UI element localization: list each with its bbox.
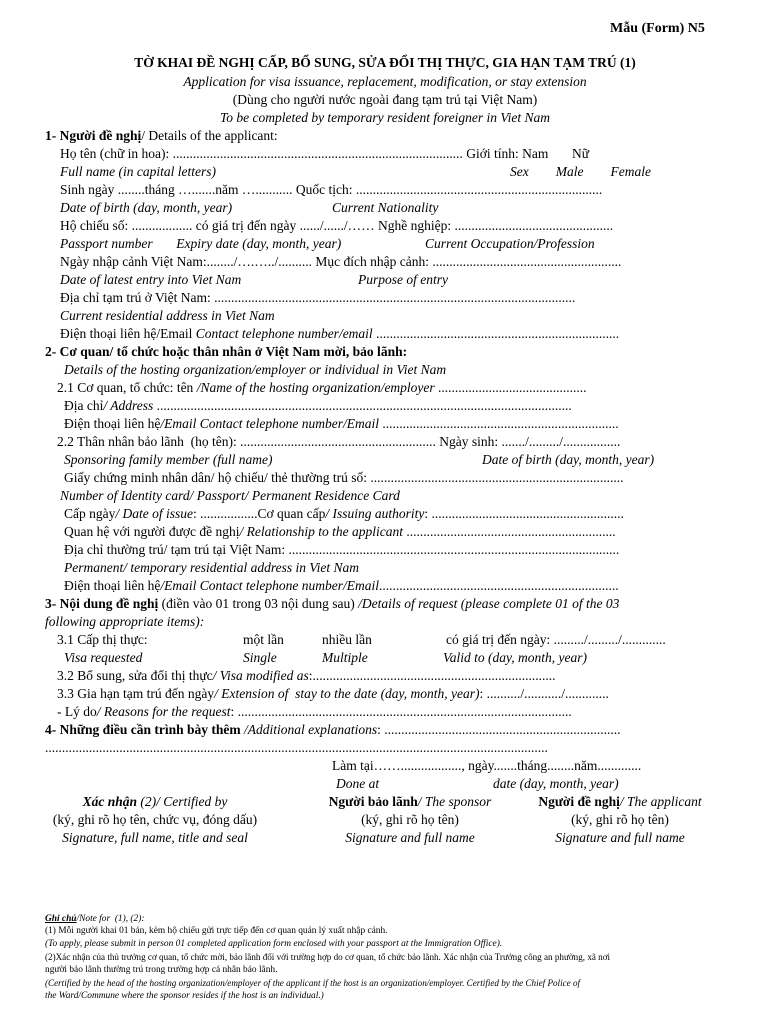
- note-1: (1) Mỗi người khai 01 bản, kèm hộ chiếu gửi trực tiếp đến cơ quan quản lý xuất nhập cảnh.: [45, 926, 388, 936]
- note-2b: người bảo lãnh thường trú trong trường hợp cá nhân bảo lãnh.: [45, 965, 278, 975]
- form-code: Mẫu (Form) N5: [610, 21, 705, 36]
- family-name-field[interactable]: 2.2 Thân nhân bảo lãnh (họ tên): .......................................................... Ngày sinh: ......./........./.................: [57, 434, 621, 449]
- nationality-label-en: Current Nationality: [332, 200, 439, 215]
- address-field[interactable]: Địa chỉ tạm trú ở Việt Nam: ...........................................................................................................: [60, 290, 576, 305]
- id-number-field[interactable]: Giấy chứng minh nhân dân/ hộ chiếu/ thẻ thường trú số: ...........................................................................: [64, 470, 624, 485]
- certified-by-sub: (ký, ghi rõ họ tên, chức vụ, đóng dấu): [52, 812, 258, 827]
- passport-label-en: Passport number Expiry date (day, month, year): [60, 236, 342, 251]
- entry-field[interactable]: Ngày nhập cảnh Việt Nam:......../….…../.......... Mục đích nhập cảnh: ........................................................: [60, 254, 622, 269]
- name-field[interactable]: Họ tên (chữ in hoa): ...................................................................................... Giới tính: Nam Nữ: [60, 146, 590, 161]
- note-2-en-a: (Certified by the head of the hosting organization/employer of the applicant if the host is an organization/employer. Certified by the Chief Police of: [45, 978, 581, 988]
- family-dob-label-en: Date of birth (day, month, year): [482, 452, 655, 467]
- form-subtitle: (Dùng cho người nước ngoài đang tạm trú tại Việt Nam): [232, 92, 538, 107]
- family-phone-field[interactable]: Điện thoại liên hệ/Email Contact telephone number/Email.......................................................................: [64, 578, 619, 593]
- applicant-heading: Người đề nghị/ The applicant: [538, 794, 702, 809]
- org-address-field[interactable]: Địa chỉ/ Address ...........................................................................................................................: [64, 398, 572, 413]
- sponsor-sub-en: Signature and full name: [345, 830, 475, 845]
- certified-by-sub-en: Signature, full name, title and seal: [62, 830, 248, 845]
- form-subtitle-en: To be completed by temporary resident foreigner in Viet Nam: [219, 110, 551, 125]
- visa-valid-label-en: Valid to (day, month, year): [443, 650, 587, 665]
- phone-field[interactable]: Điện thoại liên hệ/Email Contact telephone number/email ........................................................................: [60, 326, 620, 341]
- sex-label-en: Sex Male Female: [510, 164, 651, 179]
- note-1-en: (To apply, please submit in person 01 completed application form enclosed with your passport at the Immigration Office).: [45, 939, 503, 949]
- multiple-entry-label-en: Multiple: [322, 650, 368, 665]
- certified-by-heading: Xác nhận (2)/ Certified by: [82, 794, 228, 809]
- section3-heading-en2: following appropriate items):: [45, 614, 205, 629]
- family-name-label-en: Sponsoring family member (full name): [64, 452, 273, 467]
- id-number-label-en: Number of Identity card/ Passport/ Permanent Residence Card: [60, 488, 400, 503]
- note-2-en-b: the Ward/Commune where the sponsor resides if the host is an individual.): [45, 991, 324, 1001]
- dob-label-en: Date of birth (day, month, year): [60, 200, 233, 215]
- org-phone-field[interactable]: Điện thoại liên hệ/Email Contact telephone number/Email ......................................................................: [64, 416, 619, 431]
- place-date-field[interactable]: Làm tại…….................., ngày.......tháng........năm.............: [332, 758, 642, 773]
- issue-date-field[interactable]: Cấp ngày/ Date of issue: .................Cơ quan cấp/ Issuing authority: .........................................................: [64, 506, 624, 521]
- visa-valid-field[interactable]: có giá trị đến ngày: ........./........./.............: [446, 632, 666, 647]
- name-label-en: Full name (in capital letters): [60, 164, 216, 179]
- applicant-sub-en: Signature and full name: [555, 830, 685, 845]
- applicant-sub: (ký, ghi rõ họ tên): [571, 812, 669, 827]
- org-name-field[interactable]: 2.1 Cơ quan, tổ chức: tên /Name of the hosting organization/employer ............................................: [57, 380, 587, 395]
- dob-field[interactable]: Sinh ngày ........tháng ….......năm …........... Quốc tịch: .........................................................................: [60, 182, 603, 197]
- occupation-label-en: Current Occupation/Profession: [425, 236, 595, 251]
- done-at-label-en: Done at: [336, 776, 380, 791]
- section4-extra-line[interactable]: .....................................................................................................................................................: [45, 740, 548, 755]
- address-label-en: Current residential address in Viet Nam: [60, 308, 275, 323]
- visa-request-label-en: Visa requested: [64, 650, 143, 665]
- section2-heading: 2- Cơ quan/ tổ chức hoặc thân nhân ở Việt Nam mời, bảo lãnh:: [45, 344, 408, 359]
- entry-label-en: Date of latest entry into Viet Nam: [60, 272, 242, 287]
- passport-field[interactable]: Hộ chiếu số: .................. có giá trị đến ngày ....../....../…… Nghề nghiệp: ...............................................: [60, 218, 614, 233]
- form-title-en: Application for visa issuance, replacement, modification, or stay extension: [183, 74, 587, 89]
- form-title: TỜ KHAI ĐỀ NGHỊ CẤP, BỔ SUNG, SỬA ĐỔI THỊ THỰC, GIA HẠN TẠM TRÚ (1): [134, 55, 636, 70]
- single-entry-label-en: Single: [243, 650, 277, 665]
- sponsor-sub: (ký, ghi rõ họ tên): [361, 812, 459, 827]
- reason-field[interactable]: - Lý do/ Reasons for the request: ...................................................................................................: [57, 704, 572, 719]
- multiple-entry-option[interactable]: nhiều lần: [322, 632, 372, 647]
- visa-request-label: 3.1 Cấp thị thực:: [57, 632, 148, 647]
- single-entry-option[interactable]: một lần: [243, 632, 284, 647]
- section3-heading: 3- Nội dung đề nghị (điền vào 01 trong 03 nội dung sau) /Details of request (please complete 01 of the 03: [45, 596, 620, 611]
- date-label-en: date (day, month, year): [493, 776, 619, 791]
- sponsor-heading: Người bảo lãnh/ The sponsor: [328, 794, 492, 809]
- section1-heading: 1- Người đề nghị/ Details of the applicant:: [45, 128, 278, 143]
- notes-label: Ghi chú/Note for (1), (2):: [45, 914, 145, 924]
- stay-extension-field[interactable]: 3.3 Gia hạn tạm trú đến ngày/ Extension of stay to the date (day, month, year): ........../.........../.............: [57, 686, 609, 701]
- relationship-field[interactable]: Quan hệ với người được đề nghị/ Relationship to the applicant ..............................................................: [64, 524, 616, 539]
- permanent-address-field[interactable]: Địa chỉ thường trú/ tạm trú tại Việt Nam: ..................................................................................................: [64, 542, 620, 557]
- section4-field[interactable]: 4- Những điều cần trình bày thêm /Additional explanations: ......................................................................: [45, 722, 621, 737]
- purpose-label-en: Purpose of entry: [358, 272, 448, 287]
- permanent-address-label-en: Permanent/ temporary residential address in Viet Nam: [64, 560, 359, 575]
- section2-heading-en: Details of the hosting organization/employer or individual in Viet Nam: [64, 362, 447, 377]
- note-2a: (2)Xác nhận của thủ trưởng cơ quan, tổ chức mời, bảo lãnh đối với trường hợp do cơ quan, tổ chức bảo lãnh. Xác nhận của Trưởng công an phường, xã nơi: [45, 952, 611, 962]
- visa-modify-field[interactable]: 3.2 Bổ sung, sửa đổi thị thực/ Visa modified as:........................................................................: [57, 668, 556, 683]
